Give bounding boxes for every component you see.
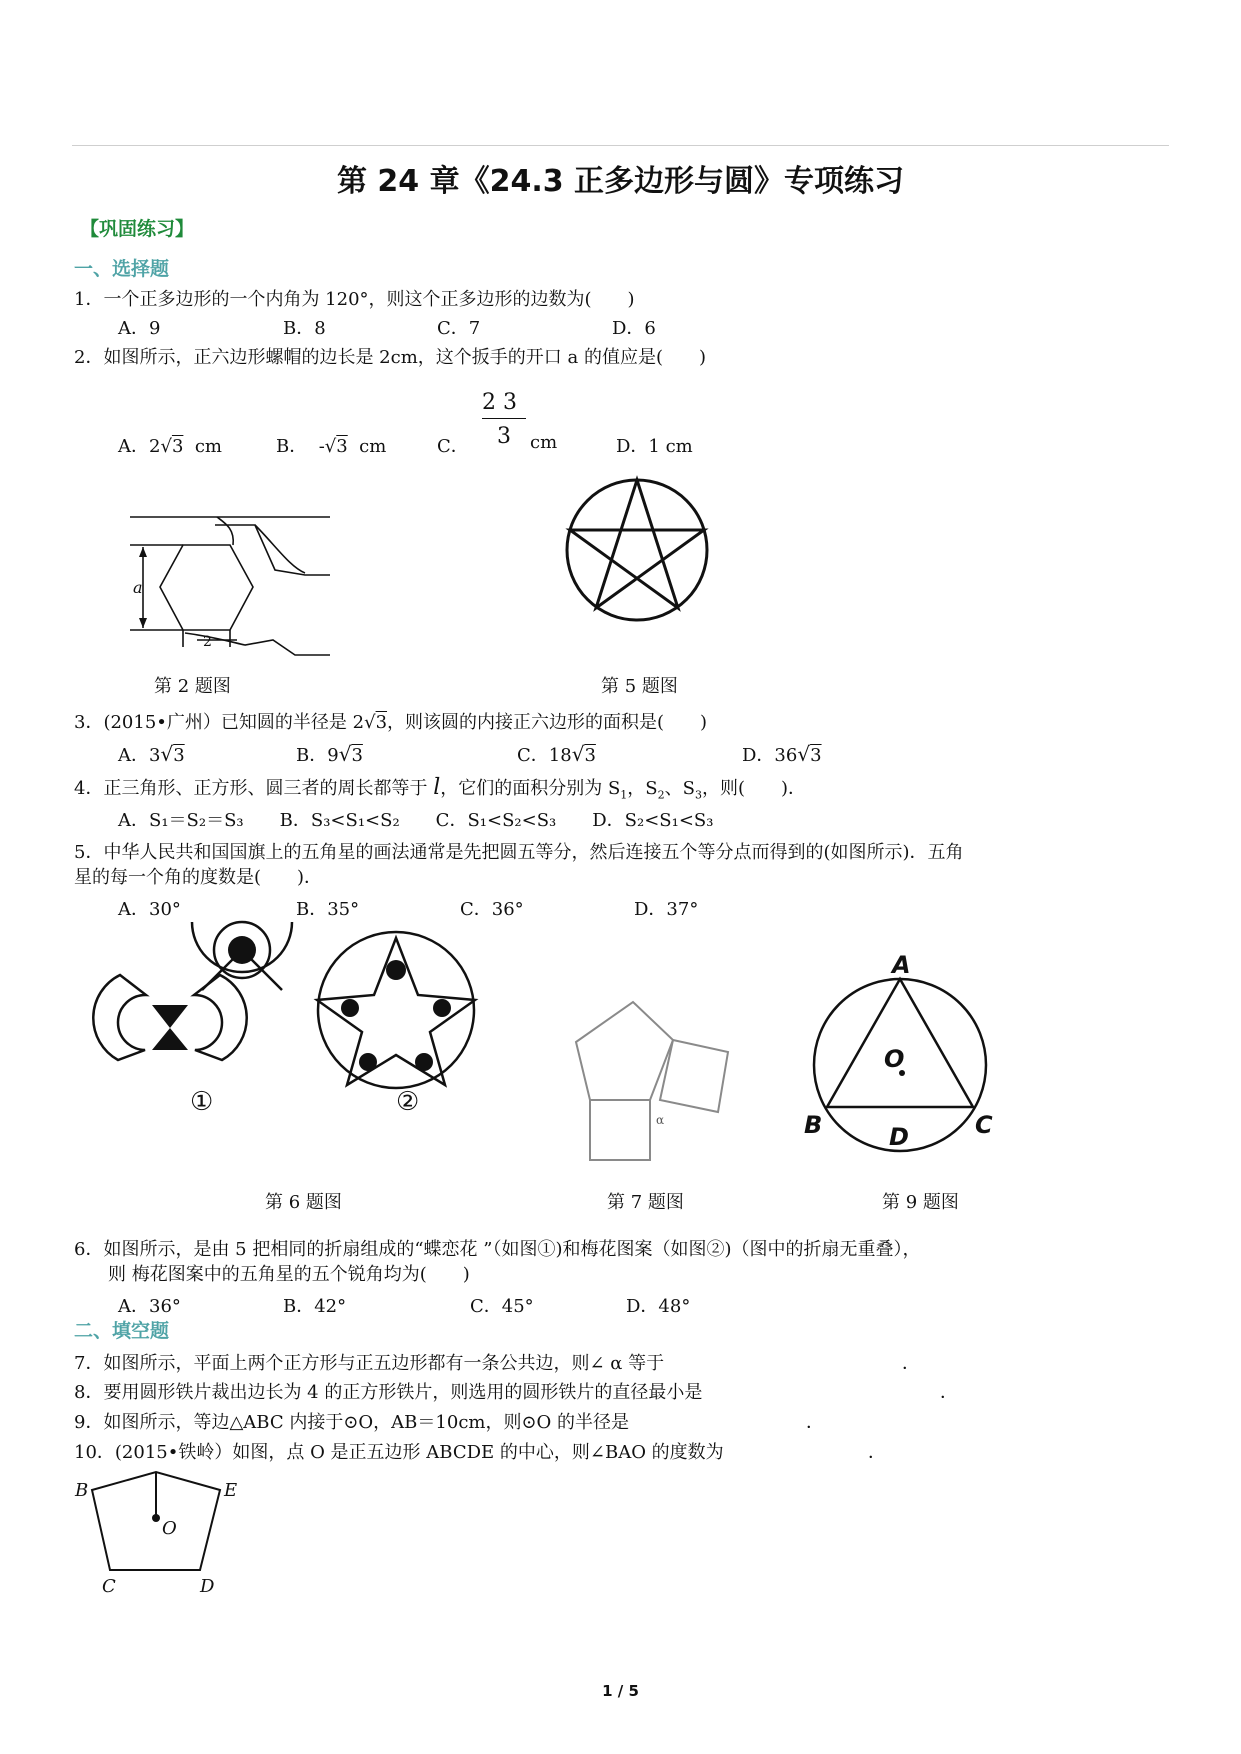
figure-6-label-2: ② — [396, 1087, 420, 1117]
section-multiple-choice: 一、选择题 — [74, 258, 170, 280]
figure-9-label-c: C — [975, 1111, 993, 1139]
question-3-radicand: 3 — [375, 712, 388, 733]
figure-6-caption: 第 6 题图 — [265, 1192, 342, 1213]
q3-option-a-value: A．3 — [118, 745, 161, 766]
sqrt-symbol: √ — [338, 742, 352, 766]
practice-heading: 【巩固练习】 — [80, 218, 195, 240]
question-8-end: ． — [940, 1382, 958, 1403]
q2-option-b-radicand: 3 — [336, 436, 348, 457]
question-4-text-b: ，它们的面积分别为 S — [440, 778, 621, 799]
question-6-line-1: 6．如图所示，是由 5 把相同的折扇组成的“蝶恋花 ”（如图①)和梅花图案（如图②)（图中的折扇无重叠）， — [74, 1239, 921, 1260]
figure-6-label-1: ① — [190, 1087, 214, 1117]
q3-option-a-radicand: 3 — [173, 745, 185, 766]
figure-9-triangle-in-circle — [800, 951, 1000, 1160]
question-5-line-1: 5．中华人民共和国国旗上的五角星的画法通常是先把圆五等分，然后连接五个等分点而得到的(如图所示)．五角 — [74, 842, 964, 863]
sqrt-symbol: √ — [324, 436, 337, 457]
q2-option-c-numerator: 2 3 — [482, 390, 517, 415]
question-9-end: ． — [806, 1412, 824, 1433]
question-9: 9．如图所示，等边△ABC 内接于⊙O，AB＝10cm，则⊙O 的半径是 — [74, 1412, 630, 1433]
page-number: 1 / 5 — [602, 1682, 639, 1700]
q2-option-c-denominator: 3 — [497, 424, 511, 449]
figure-10-label-c: C — [102, 1576, 116, 1597]
q3-option-b-value: B．9 — [296, 745, 339, 766]
question-5-line-2: 星的每一个角的度数是( )． — [74, 867, 323, 888]
sqrt-symbol: √ — [160, 742, 174, 766]
question-8: 8．要用圆形铁片裁出边长为 4 的正方形铁片，则选用的圆形铁片的直径最小是 — [74, 1382, 703, 1403]
q6-option-c: C．45° — [470, 1296, 534, 1317]
q3-option-d — [742, 741, 822, 767]
sqrt-symbol: √ — [571, 742, 585, 766]
figure-9-label-b: B — [804, 1111, 823, 1139]
figure-5-star-in-circle — [548, 478, 728, 623]
figure-7-caption: 第 7 题图 — [607, 1192, 684, 1213]
question-10: 10．(2015•铁岭）如图，点 O 是正五边形 ABCDE 的中心，则∠BAO 的度数为 — [74, 1442, 724, 1463]
question-4: 4．正三角形、正方形、圆三者的周长都等于 l，它们的面积分别为 $S_1$，$S_2$、$S_3$，则( )． — [74, 775, 807, 802]
q6-option-d: D．48° — [626, 1296, 691, 1317]
question-4-l: l — [433, 775, 441, 800]
q2-option-a — [118, 432, 222, 458]
q5-option-a: A．30° — [118, 899, 181, 920]
q2-option-d: D．1 cm — [616, 436, 693, 457]
figure-2-wrench-hexagon — [125, 515, 335, 665]
figure-2-caption: 第 2 题图 — [154, 676, 231, 697]
fraction-bar — [482, 418, 526, 419]
figure-7-alpha: α — [656, 1113, 665, 1127]
q2-option-b-coef: - — [318, 436, 325, 457]
question-7: 7．如图所示，平面上两个正方形与正五边形都有一条公共边，则∠ α 等于 — [74, 1353, 665, 1374]
page-title: 第 24 章《24.3 正多边形与圆》专项练习 — [336, 164, 905, 199]
q5-option-b: B．35° — [296, 899, 360, 920]
question-7-end: ． — [902, 1353, 920, 1374]
q5-option-d: D．37° — [634, 899, 699, 920]
question-4-text-c: ，则( )． — [701, 778, 807, 799]
q2-option-a-radicand: 3 — [171, 436, 184, 457]
figure-9-label-a: A — [892, 951, 911, 979]
q2-option-a-unit: cm — [194, 436, 222, 457]
q3-option-c — [517, 741, 596, 767]
q1-option-c: C．7 — [437, 318, 481, 339]
q6-option-b: B．42° — [283, 1296, 347, 1317]
question-3 — [74, 708, 707, 734]
question-6-line-2: 则 梅花图案中的五角星的五个锐角均为( ) — [108, 1264, 470, 1285]
q3-option-d-radicand: 3 — [810, 745, 822, 766]
q3-option-d-value: D．36 — [742, 745, 798, 766]
figure-10-label-e: E — [224, 1480, 238, 1501]
q6-option-a: A．36° — [118, 1296, 181, 1317]
sqrt-symbol: √ — [160, 436, 172, 457]
sqrt-symbol: √ — [364, 712, 376, 733]
q3-option-c-value: C．18 — [517, 745, 572, 766]
svg-text:a: a — [133, 578, 143, 597]
sqrt-symbol: √ — [797, 742, 811, 766]
q3-option-c-radicand: 3 — [584, 745, 596, 766]
q1-option-d: D．6 — [612, 318, 656, 339]
question-3-text-b: ，则该圆的内接正六边形的面积是( ) — [387, 712, 708, 733]
figure-9-label-d: D — [889, 1123, 909, 1151]
figure-9-label-o: O — [884, 1045, 905, 1073]
figure-5-caption: 第 5 题图 — [601, 676, 678, 697]
q3-option-b — [296, 741, 363, 767]
q2-option-c-prefix: C． — [437, 436, 469, 457]
figure-6-fans — [80, 920, 500, 1120]
figure-10-label-d: D — [200, 1576, 215, 1597]
q2-option-a-prefix: A． — [118, 436, 149, 457]
figure-10-label-b: B — [75, 1480, 89, 1501]
figure-10-label-o: O — [162, 1518, 177, 1539]
question-2: 2．如图所示，正六边形螺帽的边长是 2cm，这个扳手的开口 a 的值应是( ) — [74, 347, 706, 368]
figure-10-pentagon — [72, 1470, 247, 1595]
question-1: 1．一个正多边形的一个内角为 120°，则这个正多边形的边数为( ) — [74, 289, 635, 310]
q2-option-b — [276, 432, 386, 458]
question-3-text-a: 3．(2015•广州）已知圆的半径是 2 — [74, 712, 365, 733]
q2-option-c-unit: cm — [530, 432, 558, 453]
section-fill-in: 二、填空题 — [74, 1320, 170, 1342]
figure-7-pentagon-squares — [570, 1000, 745, 1165]
q5-option-c: C．36° — [460, 899, 524, 920]
q4-options: A．S₁＝S₂＝S₃ B．S₃<S₁<S₂ C．S₁<S₂<S₃ D．S₂<S₁<S₃ — [118, 810, 714, 831]
svg-text:2: 2 — [203, 634, 212, 650]
q3-option-b-radicand: 3 — [351, 745, 363, 766]
q2-option-a-coef: 2 — [149, 436, 161, 457]
q1-option-b: B．8 — [283, 318, 326, 339]
figure-9-caption: 第 9 题图 — [882, 1192, 959, 1213]
q1-option-a: A．9 — [118, 318, 161, 339]
question-4-text-a: 4．正三角形、正方形、圆三者的周长都等于 — [74, 778, 428, 799]
header-rule — [72, 145, 1169, 146]
q3-option-a — [118, 741, 185, 767]
question-10-end: ． — [868, 1442, 886, 1463]
q2-option-b-unit: cm — [359, 436, 387, 457]
q2-option-b-prefix: B． — [276, 436, 308, 457]
